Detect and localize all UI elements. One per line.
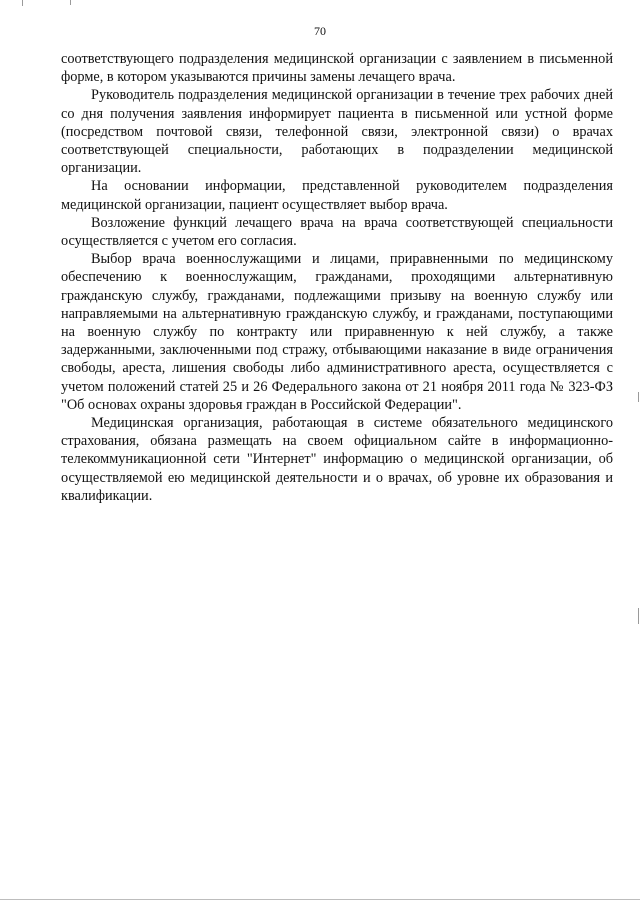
paragraph-military-choice: Выбор врача военнослужащими и лицами, приравненными по медицинскому обеспечению к военнослужащим, гражданами, проходящими альтернативную гражданскую службу, гражданами, подлежащими призыву на военную службу или направляемыми на альтернативную гражданскую службу, и гражданами, поступающими на военную службу по контракту или приравненную к ней службу, а также задержанными, заключенными под стражу, отбывающими наказание в виде ограничения свободы, ареста, лишения свободы либо административного ареста, осуществляется с учетом положений статей 25 и 26 Федерального закона от 21 ноября 2011 года № 323-ФЗ "Об основах охраны здоровья граждан в Российской Федерации". — [61, 251, 613, 413]
scan-artifact-right-upper — [638, 392, 639, 402]
scan-artifact-top — [70, 0, 71, 5]
paragraph-website-information: Медицинская организация, работающая в системе обязательного медицинского страхования, обязана размещать на своем официальном сайте в информационно-телекоммуникационной сети "Интернет" информацию о медицинской организации, об осуществляемой ею медицинской деятельности и о врачах, об уровне их образования и квалификации. — [61, 415, 613, 504]
document-body — [61, 50, 613, 505]
scan-artifact-right-lower — [638, 608, 639, 624]
scan-artifact-bottom-edge — [0, 899, 640, 900]
paragraph-head-informs-patient: Руководитель подразделения медицинской организации в течение трех рабочих дней со дня получения заявления информирует пациента в письменной или устной форме (посредством почтовой связи, телефонной связи, электронной связи) о врачах соответствующей специальности, работающих в подразделении медицинской организации. — [61, 87, 613, 177]
paragraph-doctor-consent: Возложение функций лечащего врача на врача соответствующей специальности осуществляется с учетом его согласия. — [61, 214, 613, 250]
paragraph-continuation: соответствующего подразделения медицинской организации с заявлением в письменной форме, в котором указываются причины замены лечащего врача. — [61, 51, 613, 86]
paragraph-patient-chooses-doctor: На основании информации, представленной руководителем подразделения медицинской организации, пациент осуществляет выбор врача. — [61, 178, 613, 213]
page-number: 70 — [314, 24, 326, 38]
scan-artifact-top-left — [22, 0, 23, 6]
